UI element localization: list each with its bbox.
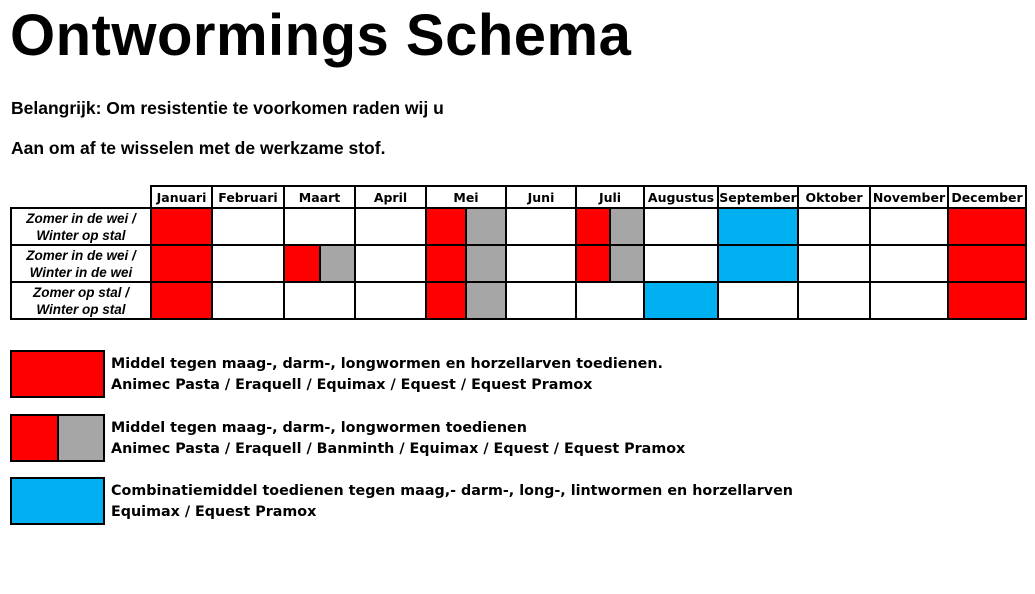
legend-products: Equimax / Equest Pramox (111, 504, 317, 520)
month-header: Oktober (798, 186, 870, 208)
month-header: April (355, 186, 426, 208)
schedule-row (11, 208, 1026, 245)
schedule-cell-white (870, 282, 948, 319)
month-header: Juni (506, 186, 576, 208)
schedule-cell-white (798, 282, 870, 319)
red-segment (152, 209, 211, 244)
schedule-cell-red-grey (576, 245, 644, 282)
red-segment (427, 209, 465, 244)
schedule-cell-white (212, 208, 284, 245)
white-segment (799, 246, 869, 281)
row-label-line1: Zomer in de wei / (26, 210, 136, 226)
row-label-line1: Zomer op stal / (32, 284, 130, 300)
white-segment (285, 283, 354, 318)
schedule-cell-red-grey (426, 208, 506, 245)
month-header: September (718, 186, 798, 208)
schedule-cell-red (948, 245, 1026, 282)
schedule-cell-white (798, 208, 870, 245)
note-line-1: Belangrijk: Om resistentie te voorkomen raden wij u (11, 98, 444, 118)
white-segment (285, 209, 354, 244)
red-segment (949, 246, 1025, 281)
deworming-schedule-table (10, 185, 1027, 320)
grey-segment (609, 246, 643, 281)
schedule-cell-red-grey (284, 245, 355, 282)
white-segment (799, 283, 869, 318)
row-label-line2: Winter op stal (36, 301, 126, 317)
schedule-cell-red (151, 245, 212, 282)
white-segment (356, 283, 425, 318)
row-label-line1: Zomer in de wei / (26, 247, 136, 263)
grey-segment (57, 416, 104, 460)
month-header: Januari (151, 186, 212, 208)
schedule-cell-white (355, 208, 426, 245)
red-segment (152, 283, 211, 318)
legend-swatch-red (10, 350, 105, 398)
white-segment (577, 283, 643, 318)
row-label-line2: Winter op stal (36, 227, 126, 243)
grey-segment (465, 209, 505, 244)
schedule-cell-white (644, 245, 718, 282)
red-segment (577, 209, 609, 244)
red-segment (427, 283, 465, 318)
schedule-cell-red (948, 208, 1026, 245)
schedule-cell-white (506, 245, 576, 282)
red-segment (12, 416, 57, 460)
white-segment (871, 246, 947, 281)
row-label (11, 282, 151, 319)
blue-segment (719, 246, 797, 281)
red-segment (12, 352, 103, 396)
white-segment (507, 246, 575, 281)
red-segment (949, 283, 1025, 318)
schedule-cell-red-grey (576, 208, 644, 245)
legend-description: Middel tegen maag-, darm-, longwormen en horzellarven toedienen. (111, 356, 663, 372)
white-segment (507, 283, 575, 318)
red-segment (285, 246, 319, 281)
schedule-cell-red (948, 282, 1026, 319)
schedule-cell-red (151, 208, 212, 245)
white-segment (645, 246, 717, 281)
legend-description: Combinatiemiddel toedienen tegen maag,- darm-, long-, lintwormen en horzellarven (111, 483, 793, 499)
white-segment (356, 246, 425, 281)
month-header: Maart (284, 186, 355, 208)
month-header: December (948, 186, 1026, 208)
row-label-line2: Winter in de wei (29, 264, 133, 280)
schedule-cell-white (284, 208, 355, 245)
schedule-row (11, 245, 1026, 282)
schedule-cell-red-grey (426, 245, 506, 282)
white-segment (645, 209, 717, 244)
white-segment (871, 209, 947, 244)
blue-segment (12, 479, 103, 523)
legend-swatch-blue (10, 477, 105, 525)
schedule-cell-white (212, 282, 284, 319)
grey-segment (609, 209, 643, 244)
month-header: Juli (576, 186, 644, 208)
month-header: November (870, 186, 948, 208)
schedule-cell-white (355, 282, 426, 319)
schedule-cell-white (644, 208, 718, 245)
schedule-row (11, 282, 1026, 319)
red-segment (577, 246, 609, 281)
legend-swatch-red-grey (10, 414, 105, 462)
red-segment (949, 209, 1025, 244)
month-header: Februari (212, 186, 284, 208)
white-segment (213, 246, 283, 281)
month-header: Augustus (644, 186, 718, 208)
grey-segment (319, 246, 355, 281)
grey-segment (465, 283, 505, 318)
legend-text (111, 354, 811, 396)
schedule-cell-white (506, 282, 576, 319)
blue-segment (719, 209, 797, 244)
row-label (11, 245, 151, 282)
white-segment (871, 283, 947, 318)
schedule-cell-blue (718, 208, 798, 245)
note-line-2: Aan om af te wisselen met de werkzame stof. (11, 138, 386, 158)
schedule-cell-white (718, 282, 798, 319)
white-segment (719, 283, 797, 318)
page-title: Ontwormings Schema (10, 3, 632, 68)
red-segment (427, 246, 465, 281)
schedule-cell-red (151, 282, 212, 319)
legend-products: Animec Pasta / Eraquell / Equimax / Equest / Equest Pramox (111, 377, 593, 393)
red-segment (152, 246, 211, 281)
white-segment (213, 283, 283, 318)
legend-text (111, 481, 811, 523)
month-header: Mei (426, 186, 506, 208)
schedule-cell-white (284, 282, 355, 319)
month-header-row (11, 186, 1026, 208)
legend-description: Middel tegen maag-, darm-, longwormen toedienen (111, 420, 527, 436)
schedule-cell-white (576, 282, 644, 319)
schedule-body (11, 208, 1026, 319)
schedule-cell-red-grey (426, 282, 506, 319)
schedule-cell-blue (718, 245, 798, 282)
white-segment (799, 209, 869, 244)
legend-text (111, 418, 811, 460)
row-label (11, 208, 151, 245)
schedule-cell-white (870, 245, 948, 282)
white-segment (213, 209, 283, 244)
schedule-cell-white (212, 245, 284, 282)
white-segment (356, 209, 425, 244)
legend-products: Animec Pasta / Eraquell / Banminth / Equimax / Equest / Equest Pramox (111, 441, 686, 457)
schedule-cell-blue (644, 282, 718, 319)
schedule-cell-white (798, 245, 870, 282)
schedule-cell-white (870, 208, 948, 245)
schedule-cell-white (355, 245, 426, 282)
header-corner (11, 186, 151, 208)
schedule-cell-white (506, 208, 576, 245)
grey-segment (465, 246, 505, 281)
blue-segment (645, 283, 717, 318)
white-segment (507, 209, 575, 244)
